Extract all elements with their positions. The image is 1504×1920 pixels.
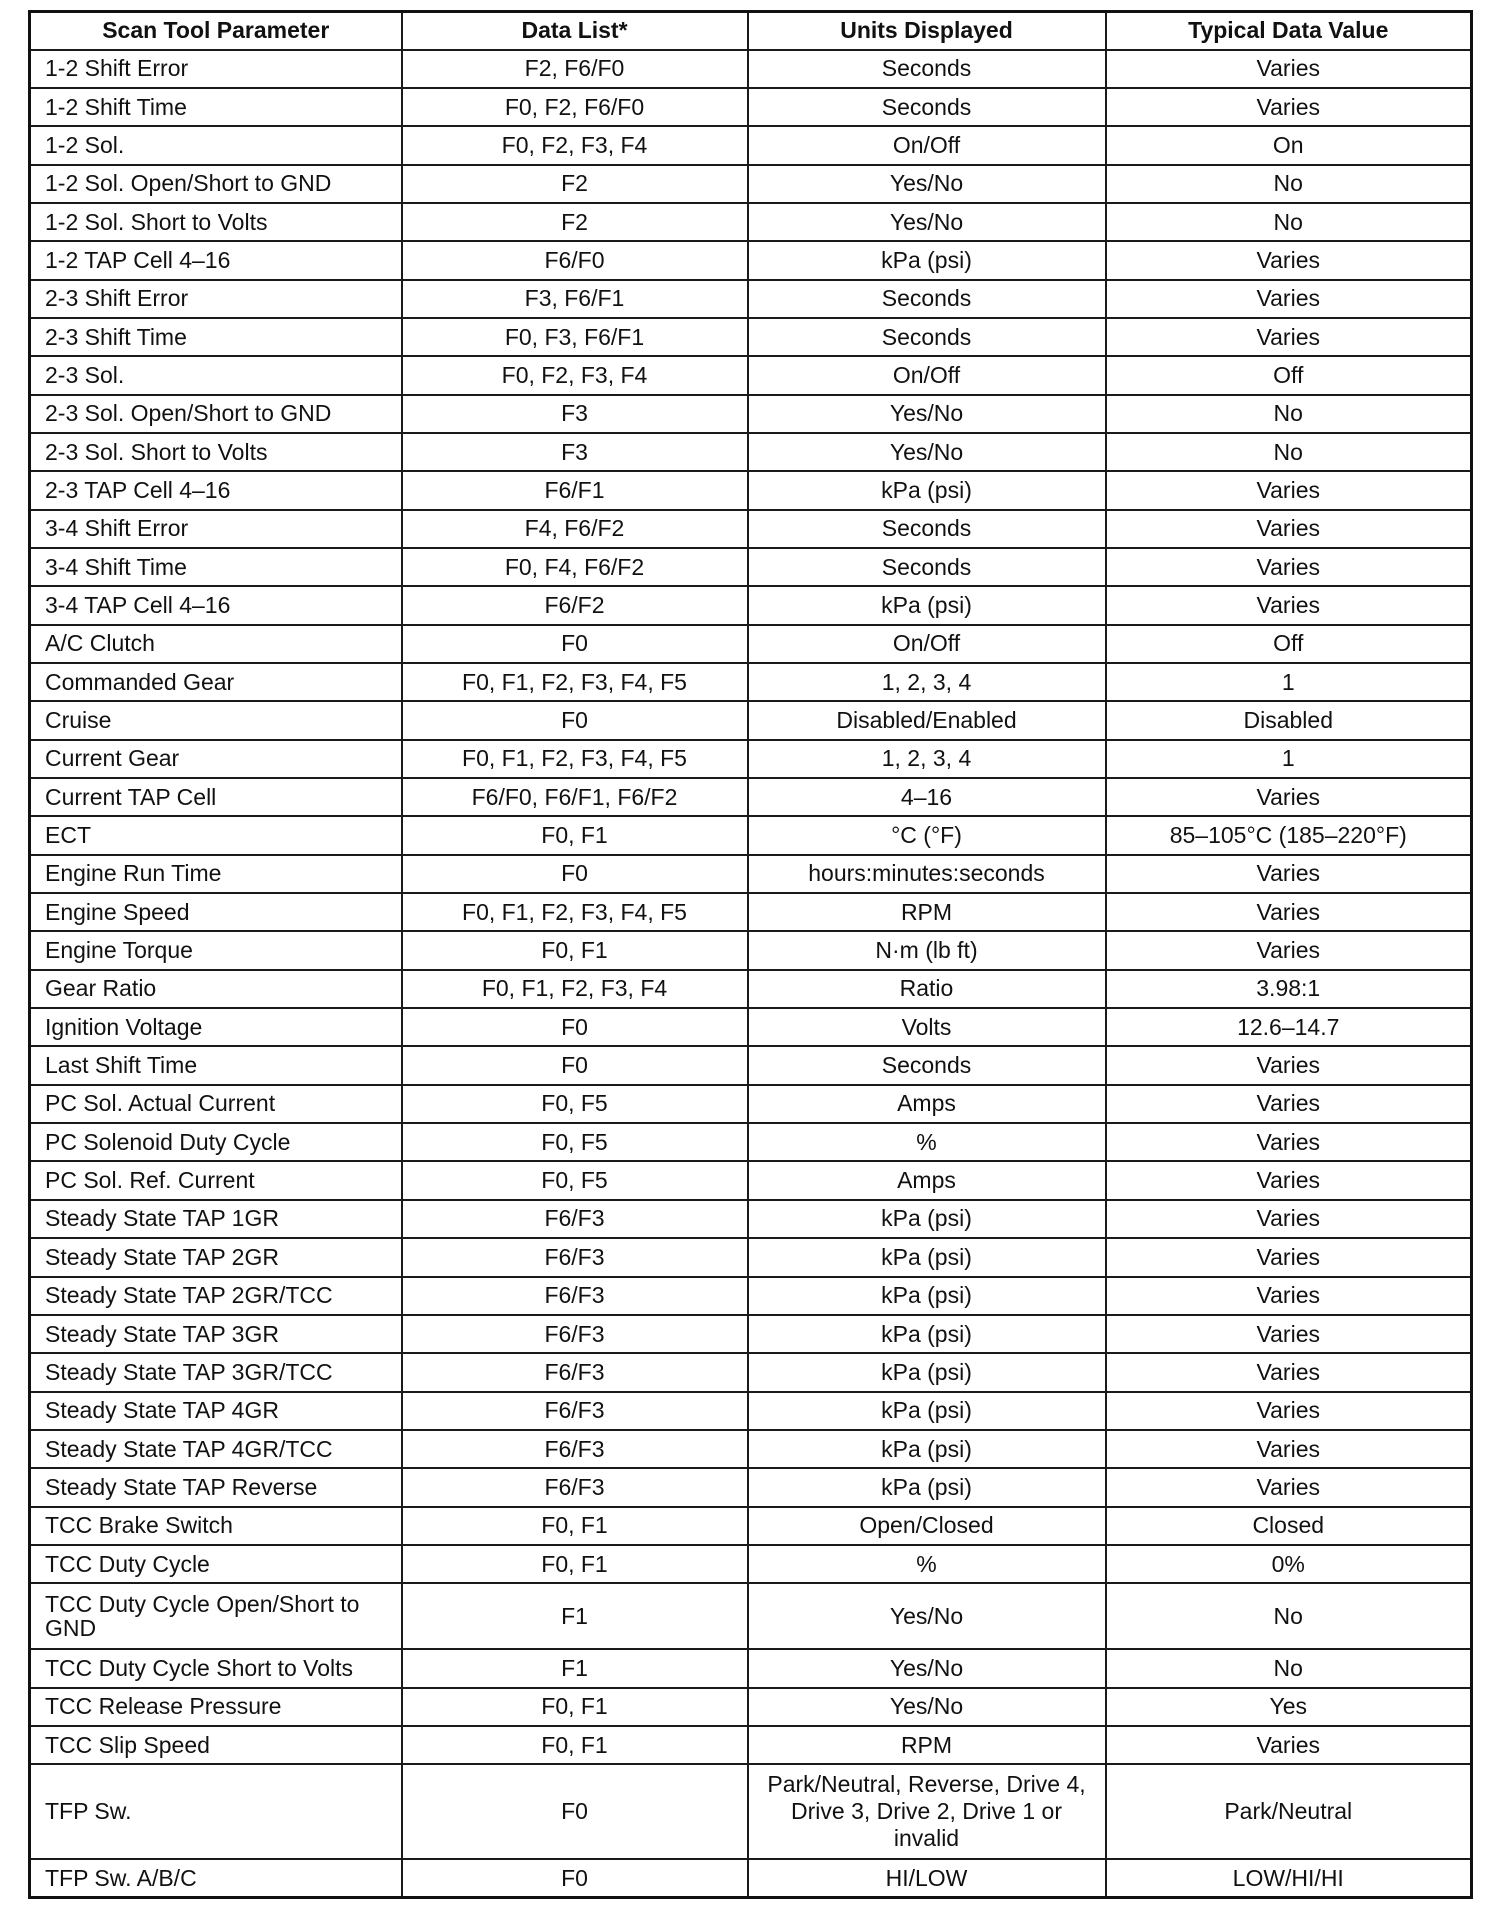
param-cell: ECT: [30, 816, 402, 854]
table-row: [30, 740, 1472, 778]
param-cell: Engine Torque: [30, 931, 402, 969]
typical-value-cell: No: [1106, 165, 1472, 203]
units-cell: %: [748, 1123, 1106, 1161]
typical-value-cell: 12.6–14.7: [1106, 1008, 1472, 1046]
data-list-cell: F0, F1: [402, 1726, 748, 1764]
param-cell: A/C Clutch: [30, 625, 402, 663]
table-row: [30, 1008, 1472, 1046]
param-cell: Commanded Gear: [30, 663, 402, 701]
typical-value-cell: Varies: [1106, 1161, 1472, 1199]
param-cell: Steady State TAP 3GR/TCC: [30, 1353, 402, 1391]
data-list-cell: F0, F1, F2, F3, F4, F5: [402, 740, 748, 778]
table-row: [30, 1859, 1472, 1897]
param-cell: TFP Sw.: [30, 1764, 402, 1859]
data-list-cell: F0, F5: [402, 1123, 748, 1161]
typical-value-cell: Varies: [1106, 471, 1472, 509]
units-cell: kPa (psi): [748, 1353, 1106, 1391]
data-list-cell: F0: [402, 1764, 748, 1859]
data-list-cell: F0, F1: [402, 1545, 748, 1583]
data-list-cell: F6/F3: [402, 1430, 748, 1468]
typical-value-cell: No: [1106, 1649, 1472, 1687]
header-row: [30, 12, 1472, 50]
typical-value-cell: Varies: [1106, 778, 1472, 816]
units-cell: Yes/No: [748, 203, 1106, 241]
typical-value-cell: Varies: [1106, 1468, 1472, 1506]
typical-value-cell: Park/Neutral: [1106, 1764, 1472, 1859]
data-list-cell: F3: [402, 433, 748, 471]
table-row: [30, 1507, 1472, 1545]
param-cell: 2-3 Sol. Open/Short to GND: [30, 395, 402, 433]
data-list-cell: F2: [402, 165, 748, 203]
table-row: [30, 778, 1472, 816]
table-row: [30, 395, 1472, 433]
typical-value-cell: 1: [1106, 740, 1472, 778]
data-list-cell: F0, F5: [402, 1161, 748, 1199]
param-cell: TCC Duty Cycle Short to Volts: [30, 1649, 402, 1687]
units-cell: Ratio: [748, 970, 1106, 1008]
table-row: [30, 1545, 1472, 1583]
param-cell: Cruise: [30, 701, 402, 739]
units-cell: Seconds: [748, 318, 1106, 356]
typical-value-cell: Varies: [1106, 1353, 1472, 1391]
units-cell: On/Off: [748, 126, 1106, 164]
data-list-cell: F6/F3: [402, 1277, 748, 1315]
units-cell: RPM: [748, 893, 1106, 931]
table-row: [30, 1238, 1472, 1276]
units-cell: Seconds: [748, 88, 1106, 126]
data-list-cell: F4, F6/F2: [402, 510, 748, 548]
units-cell: Park/Neutral, Reverse, Drive 4, Drive 3, Drive 2, Drive 1 or invalid: [748, 1764, 1106, 1859]
param-cell: Gear Ratio: [30, 970, 402, 1008]
units-cell: Volts: [748, 1008, 1106, 1046]
header-scan-tool-parameter: Scan Tool Parameter: [30, 12, 402, 50]
param-cell: Engine Run Time: [30, 855, 402, 893]
data-list-cell: F6/F3: [402, 1238, 748, 1276]
typical-value-cell: Varies: [1106, 548, 1472, 586]
scan-tool-data-table: [28, 10, 1473, 1899]
units-cell: 4–16: [748, 778, 1106, 816]
table-row: [30, 1649, 1472, 1687]
table-row: [30, 318, 1472, 356]
units-cell: Yes/No: [748, 395, 1106, 433]
table-row: [30, 88, 1472, 126]
param-cell: 1-2 Sol.: [30, 126, 402, 164]
data-list-cell: F0: [402, 625, 748, 663]
table-row: [30, 970, 1472, 1008]
table-row: [30, 1583, 1472, 1649]
data-list-cell: F6/F3: [402, 1200, 748, 1238]
units-cell: kPa (psi): [748, 241, 1106, 279]
typical-value-cell: On: [1106, 126, 1472, 164]
typical-value-cell: Varies: [1106, 1123, 1472, 1161]
typical-value-cell: LOW/HI/HI: [1106, 1859, 1472, 1897]
table-row: [30, 893, 1472, 931]
param-cell: PC Sol. Ref. Current: [30, 1161, 402, 1199]
units-cell: kPa (psi): [748, 1200, 1106, 1238]
typical-value-cell: Off: [1106, 625, 1472, 663]
typical-value-cell: Varies: [1106, 1238, 1472, 1276]
units-cell: Yes/No: [748, 1583, 1106, 1649]
typical-value-cell: Varies: [1106, 1726, 1472, 1764]
typical-value-cell: Varies: [1106, 893, 1472, 931]
param-cell: TCC Release Pressure: [30, 1688, 402, 1726]
param-cell: TFP Sw. A/B/C: [30, 1859, 402, 1897]
table-row: [30, 1200, 1472, 1238]
units-cell: kPa (psi): [748, 1315, 1106, 1353]
typical-value-cell: Varies: [1106, 1392, 1472, 1430]
units-cell: On/Off: [748, 356, 1106, 394]
param-cell: 1-2 Sol. Short to Volts: [30, 203, 402, 241]
param-cell: 1-2 TAP Cell 4–16: [30, 241, 402, 279]
data-list-cell: F6/F3: [402, 1468, 748, 1506]
data-list-cell: F0: [402, 1008, 748, 1046]
units-cell: kPa (psi): [748, 1468, 1106, 1506]
typical-value-cell: Varies: [1106, 318, 1472, 356]
param-cell: Current TAP Cell: [30, 778, 402, 816]
typical-value-cell: Varies: [1106, 855, 1472, 893]
units-cell: kPa (psi): [748, 1392, 1106, 1430]
units-cell: 1, 2, 3, 4: [748, 663, 1106, 701]
data-list-cell: F6/F0: [402, 241, 748, 279]
typical-value-cell: Varies: [1106, 931, 1472, 969]
data-list-cell: F0, F1, F2, F3, F4, F5: [402, 663, 748, 701]
typical-value-cell: Disabled: [1106, 701, 1472, 739]
data-list-cell: F0, F3, F6/F1: [402, 318, 748, 356]
table-body: [30, 50, 1472, 1898]
typical-value-cell: 0%: [1106, 1545, 1472, 1583]
units-cell: Amps: [748, 1085, 1106, 1123]
units-cell: RPM: [748, 1726, 1106, 1764]
data-list-cell: F0, F1, F2, F3, F4, F5: [402, 893, 748, 931]
data-list-cell: F0: [402, 701, 748, 739]
param-cell: 3-4 TAP Cell 4–16: [30, 586, 402, 624]
units-cell: N·m (lb ft): [748, 931, 1106, 969]
data-list-cell: F2, F6/F0: [402, 50, 748, 88]
units-cell: 1, 2, 3, 4: [748, 740, 1106, 778]
units-cell: Seconds: [748, 1046, 1106, 1084]
data-list-cell: F2: [402, 203, 748, 241]
param-cell: Steady State TAP 4GR/TCC: [30, 1430, 402, 1468]
units-cell: kPa (psi): [748, 1238, 1106, 1276]
table-row: [30, 203, 1472, 241]
units-cell: kPa (psi): [748, 471, 1106, 509]
data-list-cell: F6/F0, F6/F1, F6/F2: [402, 778, 748, 816]
table-row: [30, 663, 1472, 701]
data-list-cell: F0, F1: [402, 816, 748, 854]
table-row: [30, 586, 1472, 624]
typical-value-cell: 85–105°C (185–220°F): [1106, 816, 1472, 854]
table-row: [30, 1688, 1472, 1726]
units-cell: Amps: [748, 1161, 1106, 1199]
data-list-cell: F0: [402, 1046, 748, 1084]
table-row: [30, 931, 1472, 969]
data-list-cell: F0, F2, F6/F0: [402, 88, 748, 126]
param-cell: 2-3 Sol.: [30, 356, 402, 394]
data-list-cell: F0, F1: [402, 1507, 748, 1545]
units-cell: Yes/No: [748, 165, 1106, 203]
param-cell: Steady State TAP 3GR: [30, 1315, 402, 1353]
table-row: [30, 510, 1472, 548]
data-list-cell: F3, F6/F1: [402, 280, 748, 318]
units-cell: kPa (psi): [748, 586, 1106, 624]
data-list-cell: F0, F1: [402, 1688, 748, 1726]
units-cell: Yes/No: [748, 433, 1106, 471]
units-cell: kPa (psi): [748, 1277, 1106, 1315]
typical-value-cell: No: [1106, 1583, 1472, 1649]
header-data-list: Data List*: [402, 12, 748, 50]
param-cell: TCC Slip Speed: [30, 1726, 402, 1764]
param-cell: Current Gear: [30, 740, 402, 778]
typical-value-cell: Varies: [1106, 586, 1472, 624]
param-cell: Engine Speed: [30, 893, 402, 931]
table-row: [30, 1315, 1472, 1353]
units-cell: Seconds: [748, 280, 1106, 318]
typical-value-cell: No: [1106, 203, 1472, 241]
param-cell: PC Sol. Actual Current: [30, 1085, 402, 1123]
typical-value-cell: Varies: [1106, 1085, 1472, 1123]
typical-value-cell: Varies: [1106, 1315, 1472, 1353]
param-cell: TCC Duty Cycle: [30, 1545, 402, 1583]
typical-value-cell: Closed: [1106, 1507, 1472, 1545]
table-row: [30, 1468, 1472, 1506]
data-list-cell: F6/F3: [402, 1315, 748, 1353]
header-typical-data-value: Typical Data Value: [1106, 12, 1472, 50]
typical-value-cell: Varies: [1106, 1430, 1472, 1468]
param-cell: 1-2 Shift Error: [30, 50, 402, 88]
data-list-cell: F0, F1: [402, 931, 748, 969]
typical-value-cell: No: [1106, 395, 1472, 433]
table-row: [30, 1726, 1472, 1764]
typical-value-cell: Varies: [1106, 1277, 1472, 1315]
table-row: [30, 855, 1472, 893]
typical-value-cell: Varies: [1106, 50, 1472, 88]
data-list-cell: F0: [402, 1859, 748, 1897]
header-units-displayed: Units Displayed: [748, 12, 1106, 50]
typical-value-cell: Varies: [1106, 510, 1472, 548]
param-cell: Steady State TAP 1GR: [30, 1200, 402, 1238]
units-cell: Seconds: [748, 548, 1106, 586]
data-list-cell: F6/F2: [402, 586, 748, 624]
units-cell: hours:minutes:seconds: [748, 855, 1106, 893]
typical-value-cell: No: [1106, 433, 1472, 471]
data-list-cell: F0, F4, F6/F2: [402, 548, 748, 586]
data-list-cell: F0, F2, F3, F4: [402, 126, 748, 164]
param-cell: 2-3 Sol. Short to Volts: [30, 433, 402, 471]
param-cell: Ignition Voltage: [30, 1008, 402, 1046]
typical-value-cell: Off: [1106, 356, 1472, 394]
units-cell: Open/Closed: [748, 1507, 1106, 1545]
table-row: [30, 1764, 1472, 1859]
units-cell: Yes/No: [748, 1688, 1106, 1726]
units-cell: °C (°F): [748, 816, 1106, 854]
typical-value-cell: Yes: [1106, 1688, 1472, 1726]
param-cell: PC Solenoid Duty Cycle: [30, 1123, 402, 1161]
table-row: [30, 280, 1472, 318]
table-row: [30, 1161, 1472, 1199]
data-list-cell: F1: [402, 1649, 748, 1687]
table-row: [30, 1277, 1472, 1315]
table-row: [30, 1046, 1472, 1084]
table-row: [30, 1123, 1472, 1161]
table-row: [30, 471, 1472, 509]
units-cell: Disabled/Enabled: [748, 701, 1106, 739]
param-cell: Steady State TAP 2GR/TCC: [30, 1277, 402, 1315]
data-list-cell: F6/F3: [402, 1392, 748, 1430]
table-row: [30, 1392, 1472, 1430]
table-row: [30, 1353, 1472, 1391]
typical-value-cell: 1: [1106, 663, 1472, 701]
table-row: [30, 356, 1472, 394]
table-header: [30, 12, 1472, 50]
table-row: [30, 241, 1472, 279]
param-cell: 3-4 Shift Time: [30, 548, 402, 586]
units-cell: Seconds: [748, 510, 1106, 548]
param-cell: Steady State TAP 4GR: [30, 1392, 402, 1430]
data-list-cell: F0, F1, F2, F3, F4: [402, 970, 748, 1008]
table-row: [30, 50, 1472, 88]
param-cell: 1-2 Shift Time: [30, 88, 402, 126]
units-cell: Seconds: [748, 50, 1106, 88]
typical-value-cell: Varies: [1106, 241, 1472, 279]
typical-value-cell: Varies: [1106, 1200, 1472, 1238]
param-cell: Steady State TAP Reverse: [30, 1468, 402, 1506]
param-cell: 3-4 Shift Error: [30, 510, 402, 548]
typical-value-cell: Varies: [1106, 280, 1472, 318]
units-cell: Yes/No: [748, 1649, 1106, 1687]
table-row: [30, 816, 1472, 854]
units-cell: HI/LOW: [748, 1859, 1106, 1897]
table-row: [30, 1430, 1472, 1468]
table-row: [30, 126, 1472, 164]
param-cell: TCC Brake Switch: [30, 1507, 402, 1545]
data-list-cell: F0: [402, 855, 748, 893]
table-row: [30, 625, 1472, 663]
table-row: [30, 1085, 1472, 1123]
data-list-cell: F0, F5: [402, 1085, 748, 1123]
param-cell: 2-3 Shift Error: [30, 280, 402, 318]
param-cell: 2-3 Shift Time: [30, 318, 402, 356]
param-cell: Steady State TAP 2GR: [30, 1238, 402, 1276]
table-row: [30, 701, 1472, 739]
document-page: [28, 10, 1470, 1899]
table-row: [30, 548, 1472, 586]
typical-value-cell: Varies: [1106, 1046, 1472, 1084]
units-cell: kPa (psi): [748, 1430, 1106, 1468]
units-cell: On/Off: [748, 625, 1106, 663]
table-row: [30, 165, 1472, 203]
param-cell: 2-3 TAP Cell 4–16: [30, 471, 402, 509]
table-row: [30, 433, 1472, 471]
typical-value-cell: Varies: [1106, 88, 1472, 126]
data-list-cell: F6/F3: [402, 1353, 748, 1391]
data-list-cell: F3: [402, 395, 748, 433]
param-cell: 1-2 Sol. Open/Short to GND: [30, 165, 402, 203]
units-cell: %: [748, 1545, 1106, 1583]
data-list-cell: F0, F2, F3, F4: [402, 356, 748, 394]
param-cell: Last Shift Time: [30, 1046, 402, 1084]
param-cell: TCC Duty Cycle Open/Short to GND: [30, 1583, 402, 1649]
data-list-cell: F1: [402, 1583, 748, 1649]
data-list-cell: F6/F1: [402, 471, 748, 509]
typical-value-cell: 3.98:1: [1106, 970, 1472, 1008]
